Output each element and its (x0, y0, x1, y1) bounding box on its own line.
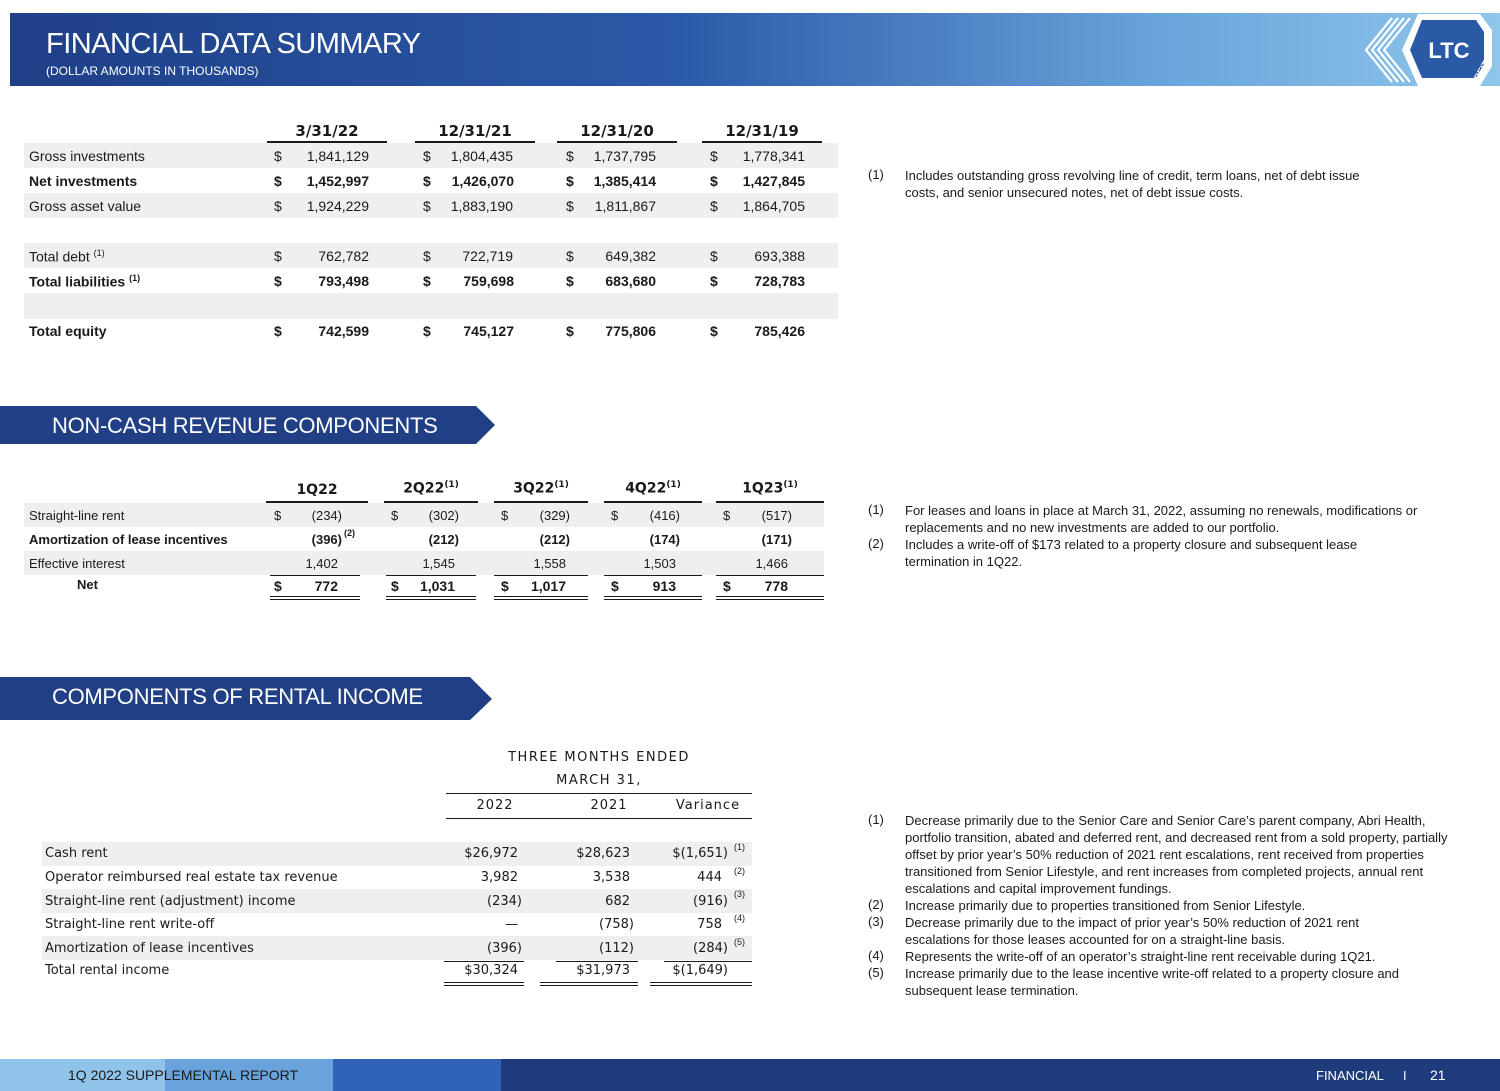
value: (112) (599, 941, 634, 956)
value: 1,778,341 (742, 148, 805, 164)
double-rule (540, 982, 638, 986)
value: 683,680 (605, 273, 656, 289)
currency: $ (566, 273, 574, 289)
currency: $ (566, 173, 574, 189)
total-rule (494, 575, 588, 576)
value: (758) (599, 917, 634, 932)
col-header-rule (266, 501, 368, 503)
double-rule (604, 596, 702, 600)
footnote-ref: (3) (734, 889, 745, 899)
footer-accent-dark (333, 1059, 501, 1091)
row-label: Amortization of lease incentives (29, 532, 228, 547)
row-label-text: Total liabilities (29, 273, 126, 290)
footnote-number: (4) (868, 948, 884, 963)
double-rule (494, 596, 588, 600)
currency: $ (710, 273, 718, 289)
value: 1,031 (419, 578, 455, 594)
value: (284) (693, 941, 728, 956)
ltc-reit-logo (1362, 10, 1492, 90)
row-label-text: Total debt (29, 248, 90, 265)
value: 1,883,190 (450, 198, 513, 214)
currency: $ (274, 508, 282, 523)
page-subtitle: (DOLLAR AMOUNTS IN THOUSANDS) (46, 64, 259, 78)
total-rule (444, 961, 524, 962)
currency: $ (566, 198, 574, 214)
value: 1,804,435 (450, 148, 513, 164)
col-header-rule (415, 141, 535, 143)
value: 758 (697, 917, 722, 932)
value: 1,466 (755, 556, 788, 571)
value: 1,503 (643, 556, 676, 571)
double-rule (270, 596, 360, 600)
value: 1,017 (530, 578, 566, 594)
value: 1,558 (533, 556, 566, 571)
row-label: Total rental income (45, 963, 170, 978)
section-title-rental: COMPONENTS OF RENTAL INCOME (52, 684, 423, 709)
value: (329) (539, 508, 570, 523)
col-header: 12/31/21 (438, 122, 512, 140)
currency: $ (423, 248, 431, 264)
footnote-text: Decrease primarily due to the impact of prior year’s 50% reduction of 2021 rent escalations for those leases accounted for on a straight-line basis. (905, 915, 1360, 947)
col-header: 12/31/20 (580, 122, 654, 140)
currency: $ (274, 148, 282, 164)
row-label: Total equity (29, 323, 107, 339)
currency: $ (423, 198, 431, 214)
col-header: 3Q22$^{(1)}$ (513, 480, 569, 497)
currency: $ (710, 323, 718, 339)
currency: $ (723, 508, 731, 523)
col-header-rule (384, 501, 478, 503)
footnote-text: Decrease primarily due to the Senior Care and Senior Care’s parent company, Abri Health, portfolio transition, abated and deferred rent, and decreased rent from a sold property, partially offset by prior year’s 50% reduction of 2021 rent escalations, rent received from properties transitioned from Senior Lifestyle, and rent increases from completed projects, annual rent escalations and capital improvement fundings. (905, 813, 1448, 896)
row-label: Net (77, 577, 98, 592)
currency: $ (274, 248, 282, 264)
value: 682 (605, 894, 630, 909)
currency: $ (710, 148, 718, 164)
col-header: 2022 (476, 798, 514, 813)
row-band (24, 293, 838, 319)
currency: $ (710, 173, 718, 189)
logo-subtext: REIT (1471, 59, 1491, 82)
col-header-rule (267, 141, 387, 143)
row-label: Straight-line rent write-off (45, 917, 215, 932)
total-rule (664, 961, 752, 962)
header-rule (446, 793, 752, 794)
footnote-text: Increase primarily due to properties transitioned from Senior Lifestyle. (905, 898, 1306, 913)
row-label: Straight-line rent (29, 508, 125, 523)
value: (396) (487, 941, 522, 956)
total-rule (716, 575, 824, 576)
value: 1,427,845 (742, 173, 805, 189)
row-label: Gross investments (29, 148, 145, 164)
value: $26,972 (464, 846, 518, 861)
currency: $ (611, 508, 619, 523)
value: 762,782 (318, 248, 369, 264)
value: $30,324 (464, 963, 518, 978)
header-rule (446, 818, 752, 819)
currency: $ (423, 173, 431, 189)
value: 1,924,229 (306, 198, 369, 214)
total-rule (386, 575, 476, 576)
value: (171) (761, 532, 792, 547)
footnote-number: (5) (868, 965, 884, 980)
value: 778 (764, 578, 788, 594)
total-rule (270, 575, 360, 576)
footer-report-title: 1Q 2022 SUPPLEMENTAL REPORT (68, 1067, 299, 1083)
value: 1,385,414 (593, 173, 656, 189)
value: 1,545 (422, 556, 455, 571)
row-label: Net investments (29, 173, 138, 189)
value: 1,841,129 (306, 148, 369, 164)
currency: $ (391, 508, 399, 523)
value: 913 (652, 578, 676, 594)
currency: $ (710, 198, 718, 214)
currency: $ (723, 578, 731, 594)
value: 1,811,867 (594, 198, 656, 214)
row-band (42, 842, 752, 866)
value: 742,599 (318, 323, 369, 339)
currency: $ (274, 323, 282, 339)
footnote-number: (1) (868, 167, 884, 182)
period-header: THREE MONTHS ENDED (508, 750, 690, 765)
footnote-number: (1) (868, 502, 884, 517)
value: 775,806 (605, 323, 656, 339)
value: 3,538 (592, 870, 630, 885)
value: $(1,649) (672, 963, 728, 978)
value: 693,388 (754, 248, 805, 264)
row-label: Operator reimbursed real estate tax revenue (45, 870, 338, 885)
col-header: Variance (675, 798, 741, 813)
value: $31,973 (576, 963, 630, 978)
value: (396) (311, 532, 342, 547)
value: 1,864,705 (742, 198, 805, 214)
value: (174) (649, 532, 680, 547)
col-header-rule (557, 141, 677, 143)
footnote-number: (3) (868, 914, 884, 929)
col-header-rule (702, 141, 822, 143)
footnote-ref: (1) (734, 842, 745, 852)
col-header: 2021 (590, 798, 628, 813)
value: (302) (428, 508, 459, 523)
total-rule (604, 575, 702, 576)
value: (234) (487, 894, 522, 909)
value: 3,982 (480, 870, 518, 885)
currency: $ (423, 148, 431, 164)
footnote-text: For leases and loans in place at March 31, 2022, assuming no renewals, modifications or replacements and no new investments are added to our portfolio. (905, 503, 1418, 535)
currency: $ (501, 508, 509, 523)
value: 1,402 (305, 556, 338, 571)
col-header: 1Q22 (296, 482, 338, 498)
value: 728,783 (754, 273, 805, 289)
footnote-text: Includes outstanding gross revolving line of credit, term loans, net of debt issue costs, and senior unsecured notes, net of debt issue costs. (905, 168, 1360, 200)
footnote-text: Includes a write-off of $173 related to a property closure and subsequent lease termination in 1Q22. (905, 537, 1358, 569)
value: $(1,651) (672, 846, 728, 861)
currency: $ (710, 248, 718, 264)
footnote-ref: (1) (93, 248, 105, 258)
section-title-noncash: NON-CASH REVENUE COMPONENTS (52, 413, 438, 438)
value: 785,426 (754, 323, 805, 339)
col-header: 1Q23$^{(1)}$ (742, 480, 798, 497)
col-header: 2Q22$^{(1)}$ (403, 480, 459, 497)
row-label: Amortization of lease incentives (45, 941, 254, 956)
logo-text: LTC (1428, 38, 1470, 63)
value: 1,426,070 (451, 173, 514, 189)
value: 444 (697, 870, 722, 885)
double-rule (716, 596, 824, 600)
currency: $ (566, 148, 574, 164)
value: $28,623 (576, 846, 630, 861)
currency: $ (274, 273, 282, 289)
value: (212) (539, 532, 570, 547)
double-rule (386, 596, 476, 600)
row-label: Cash rent (45, 846, 108, 861)
total-rule (556, 961, 638, 962)
currency: $ (566, 323, 574, 339)
value: (212) (428, 532, 459, 547)
value: (234) (311, 508, 342, 523)
value: — (505, 917, 518, 932)
value: (916) (693, 894, 728, 909)
double-rule (650, 982, 752, 986)
col-header: 4Q22$^{(1)}$ (625, 480, 681, 497)
double-rule (444, 982, 524, 986)
currency: $ (274, 578, 282, 594)
value: 649,382 (605, 248, 656, 264)
col-header: 3/31/22 (295, 122, 359, 140)
col-header-rule (716, 501, 824, 503)
value: 759,698 (463, 273, 514, 289)
row-label: Straight-line rent (adjustment) income (45, 894, 296, 909)
page-title: FINANCIAL DATA SUMMARY (46, 28, 421, 60)
footnote-number: (1) (868, 812, 884, 827)
value: 722,719 (462, 248, 513, 264)
footnote-ref: (2) (344, 528, 355, 538)
footnote-ref: (1) (129, 273, 141, 283)
col-header-rule (494, 501, 588, 503)
row-label (29, 248, 105, 265)
row-label (29, 273, 140, 290)
footnote-ref: (2) (734, 866, 745, 876)
row-label: Effective interest (29, 556, 125, 571)
period-subheader: MARCH 31, (556, 773, 642, 788)
row-label: Gross asset value (29, 198, 142, 214)
value: 745,127 (463, 323, 514, 339)
footnote-number: (2) (868, 897, 884, 912)
currency: $ (423, 323, 431, 339)
col-header: 12/31/19 (725, 122, 799, 140)
footnote-number: (2) (868, 536, 884, 551)
footer-section-name: FINANCIAL (1316, 1068, 1384, 1083)
currency: $ (566, 248, 574, 264)
value: 1,737,795 (593, 148, 656, 164)
footnote-ref: (4) (734, 913, 745, 923)
footnote-ref: (5) (734, 937, 745, 947)
currency: $ (274, 173, 282, 189)
page-number: 21 (1430, 1067, 1446, 1083)
currency: $ (391, 578, 399, 594)
currency: $ (423, 273, 431, 289)
value: 1,452,997 (306, 173, 369, 189)
value: (416) (649, 508, 680, 523)
footer-separator: I (1403, 1068, 1407, 1083)
col-header-rule (604, 501, 702, 503)
footnote-text: Represents the write-off of an operator’s straight-line rent receivable during 1Q21. (905, 949, 1376, 964)
value: (517) (761, 508, 792, 523)
currency: $ (274, 198, 282, 214)
value: 793,498 (318, 273, 369, 289)
footnote-text: Increase primarily due to the lease incentive write-off related to a property closure and subsequent lease termination. (905, 966, 1400, 998)
currency: $ (611, 578, 619, 594)
value: 772 (314, 578, 338, 594)
currency: $ (501, 578, 509, 594)
